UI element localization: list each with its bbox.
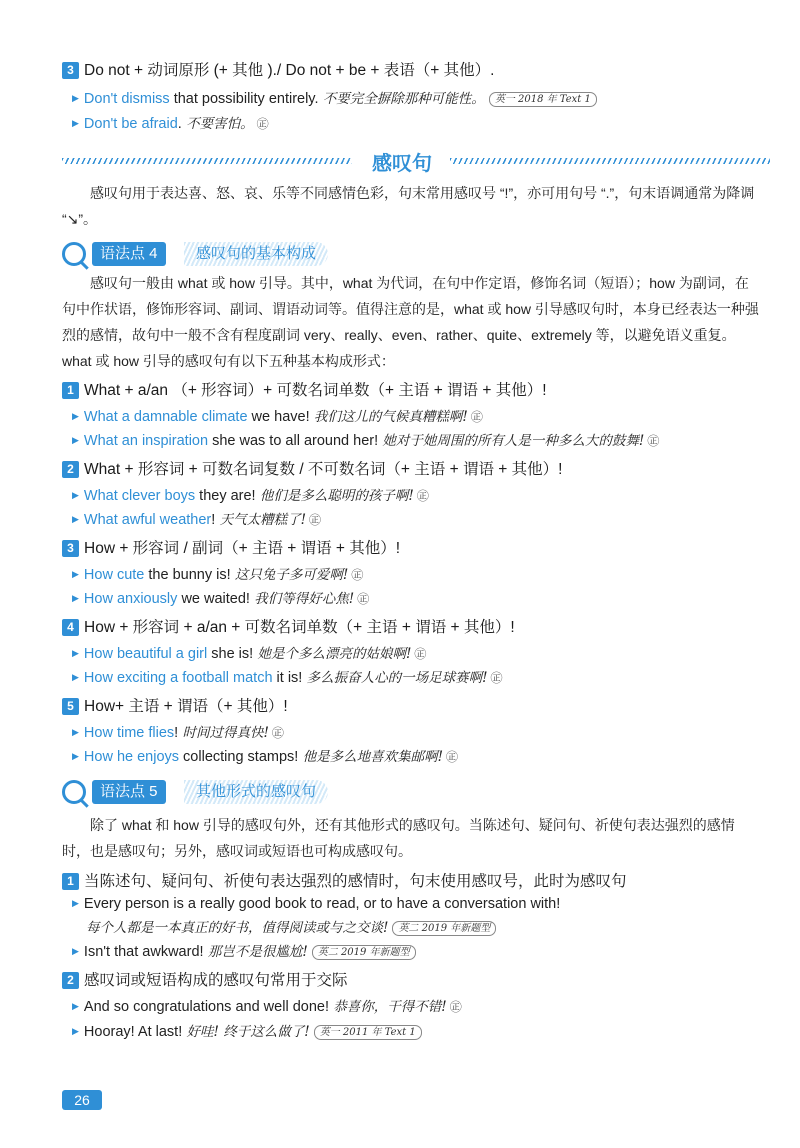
example-translation: 她是个多么漂亮的姑娘啊! xyxy=(253,646,412,662)
bullet-triangle-icon: ▶ xyxy=(72,490,79,500)
example-translation: 不要完全摒除那种可能性。 xyxy=(318,91,485,107)
magnifier-icon xyxy=(62,242,86,266)
example-text: she is! xyxy=(207,646,254,662)
example-line xyxy=(72,940,770,960)
example-line xyxy=(72,721,770,741)
example-line xyxy=(72,484,770,504)
rule-text: Do not + 动词原形 (+ 其他 )./ Do not + be + 表语（+ 其他）. xyxy=(84,62,495,79)
example-translation: 这只兔子多可爱啊! xyxy=(230,567,349,583)
rule-heading xyxy=(62,968,760,990)
grammar-paragraph: 感叹句一般由 what 或 how 引导。其中，what 为代词，在句中作定语，修饰名词（短语）；how 为副词，在句中作状语，修饰形容词、副词、谓语动词等。值得注意的是，what 或 how 引导感叹句时，本身已经表达一种强烈的感情，故句中一般不含有程度副词 very、really、even、rather、quite、extremely 等，以避免语义重复。what 或 how 引导的感叹句有以下五种基本构成形式： xyxy=(62,275,759,369)
bullet-triangle-icon: ▶ xyxy=(72,1026,79,1036)
hatch-decoration-right xyxy=(450,158,770,164)
bullet-triangle-icon: ▶ xyxy=(72,569,79,579)
example-mark: ㊣ xyxy=(256,117,269,131)
source-tag: 英一 2018 年 Text 1 xyxy=(489,92,597,107)
hatch-decoration-left xyxy=(62,158,352,164)
example-text: Isn't that awkward! xyxy=(83,944,204,960)
example-translation: 恭喜你，干得不错! xyxy=(328,999,447,1015)
rule-number: 5 xyxy=(62,698,79,715)
grammar-paragraph: 除了 what 和 how 引导的感叹句外，还有其他形式的感叹句。当陈述句、疑问句、祈使句表达强烈的感情时，也是感叹句；另外，感叹词或短语也可构成感叹句。 xyxy=(62,817,735,859)
rule-text: How + 形容词 + a/an + 可数名词单数（+ 主语 + 谓语 + 其他）! xyxy=(84,619,515,636)
example-text: we have! xyxy=(247,409,310,425)
bullet-triangle-icon: ▶ xyxy=(72,946,79,956)
intro-paragraph: 感叹句用于表达喜、怒、哀、乐等不同感情色彩，句末常用感叹号 “!”，亦可用句号 “.”，句末语调通常为降调 “↘”。 xyxy=(62,185,755,227)
rule-text: How+ 主语 + 谓语（+ 其他）! xyxy=(84,698,288,715)
example-line xyxy=(72,112,770,132)
example-line xyxy=(72,587,770,607)
example-mark: ㊣ xyxy=(357,592,370,606)
example-line xyxy=(72,87,770,107)
example-translation: 他们是多么聪明的孩子啊! xyxy=(255,488,414,504)
example-highlight: What clever boys xyxy=(83,488,196,504)
example-text: it is! xyxy=(272,670,303,686)
example-highlight: What awful weather xyxy=(83,512,212,528)
rule-text: What + a/an （+ 形容词）+ 可数名词单数（+ 主语 + 谓语 + 其他）! xyxy=(84,382,547,399)
example-line xyxy=(72,405,770,425)
example-text: And so congratulations and well done! xyxy=(83,999,329,1015)
example-translation: 他是多么地喜欢集邮啊! xyxy=(298,749,444,765)
example-text: she was to all around her! xyxy=(208,433,379,449)
source-tag: 英二 2019 年新题型 xyxy=(312,945,416,960)
grammar-point-title: 感叹句的基本构成 xyxy=(184,242,328,266)
example-mark: ㊣ xyxy=(414,647,427,661)
example-translation: 时间过得真快! xyxy=(178,725,269,741)
example-mark: ㊣ xyxy=(446,750,459,764)
example-line xyxy=(72,745,770,765)
example-text: they are! xyxy=(195,488,256,504)
rule-number: 2 xyxy=(62,461,79,478)
example-translation: 我们这儿的气候真糟糕啊! xyxy=(309,409,468,425)
example-translation: 我们等得好心焦! xyxy=(249,591,355,607)
rule-number: 1 xyxy=(62,873,79,890)
example-line xyxy=(72,508,770,528)
bullet-triangle-icon: ▶ xyxy=(72,118,79,128)
example-mark: ㊣ xyxy=(416,489,429,503)
example-text: collecting stamps! xyxy=(179,749,299,765)
rule-heading xyxy=(62,536,760,558)
example-translation: 她对于她周围的所有人是一种多么大的鼓舞! xyxy=(378,433,645,449)
example-line xyxy=(72,995,770,1015)
example-highlight: How anxiously xyxy=(83,591,178,607)
example-highlight: What an inspiration xyxy=(83,433,209,449)
rule-heading xyxy=(62,457,760,479)
example-mark: ㊣ xyxy=(351,568,364,582)
bullet-triangle-icon: ▶ xyxy=(72,727,79,737)
example-highlight: How time flies xyxy=(83,725,175,741)
bullet-triangle-icon: ▶ xyxy=(72,411,79,421)
rule-number: 1 xyxy=(62,382,79,399)
example-translation: 好哇! 终于这么做了! xyxy=(182,1024,310,1040)
rule-number: 3 xyxy=(62,540,79,557)
example-mark: ㊣ xyxy=(490,671,503,685)
rule-text: What + 形容词 + 可数名词复数 / 不可数名词（+ 主语 + 谓语 + 其他）! xyxy=(84,461,563,478)
example-line xyxy=(72,642,770,662)
example-line xyxy=(72,896,770,912)
example-mark: ㊣ xyxy=(271,726,284,740)
bullet-triangle-icon: ▶ xyxy=(72,593,79,603)
bullet-triangle-icon: ▶ xyxy=(72,648,79,658)
example-line xyxy=(72,563,770,583)
rule-heading xyxy=(62,378,760,400)
bullet-triangle-icon: ▶ xyxy=(72,1001,79,1011)
example-line xyxy=(72,666,770,686)
bullet-triangle-icon: ▶ xyxy=(72,751,79,761)
bullet-triangle-icon: ▶ xyxy=(72,514,79,524)
rule-number: 4 xyxy=(62,619,79,636)
example-highlight: How cute xyxy=(83,567,145,583)
example-text: we waited! xyxy=(177,591,250,607)
example-text: that possibility entirely. xyxy=(169,91,319,107)
example-highlight: Don't be afraid xyxy=(83,116,178,132)
source-tag: 英二 2019 年新题型 xyxy=(392,921,496,936)
page-number: 26 xyxy=(62,1090,102,1110)
example-line xyxy=(72,1020,770,1040)
example-text: Hooray! At last! xyxy=(83,1024,183,1040)
bullet-triangle-icon: ▶ xyxy=(72,93,79,103)
example-text: Every person is a really good book to read, or to have a conversation with! xyxy=(83,896,561,912)
rule-heading xyxy=(62,58,760,80)
section-title: 感叹句 xyxy=(372,153,432,175)
example-translation: 天气太糟糕了! xyxy=(215,512,307,528)
rule-heading xyxy=(62,869,760,891)
magnifier-icon xyxy=(62,780,86,804)
example-translation: 每个人都是一本真正的好书，值得阅读或与之交谈! xyxy=(86,920,389,936)
rule-number: 3 xyxy=(62,62,79,79)
example-text: ! xyxy=(174,725,179,741)
example-highlight: How exciting a football match xyxy=(83,670,273,686)
rule-text: 当陈述句、疑问句、祈使句表达强烈的感情时，句末使用感叹号，此时为感叹句 xyxy=(84,873,627,890)
grammar-point-label: 语法点 4 xyxy=(92,242,166,266)
rule-heading xyxy=(62,694,760,716)
example-text: the bunny is! xyxy=(144,567,231,583)
example-translation-line xyxy=(86,916,496,936)
example-highlight: What a damnable climate xyxy=(83,409,248,425)
example-highlight: How he enjoys xyxy=(83,749,180,765)
example-highlight: How beautiful a girl xyxy=(83,646,208,662)
example-translation: 那岂不是很尴尬! xyxy=(203,944,308,960)
example-mark: ㊣ xyxy=(309,513,322,527)
rule-text: How + 形容词 / 副词（+ 主语 + 谓语 + 其他）! xyxy=(84,540,401,557)
bullet-triangle-icon: ▶ xyxy=(72,435,79,445)
example-line xyxy=(72,429,770,449)
example-text: ! xyxy=(211,512,216,528)
example-mark: ㊣ xyxy=(470,410,483,424)
source-tag: 英一 2011 年 Text 1 xyxy=(314,1025,422,1040)
bullet-triangle-icon: ▶ xyxy=(72,898,79,908)
example-translation: 不要害怕。 xyxy=(181,116,254,132)
rule-heading xyxy=(62,615,760,637)
grammar-point-label: 语法点 5 xyxy=(92,780,166,804)
section-title-bar xyxy=(0,147,800,173)
example-mark: ㊣ xyxy=(449,1000,462,1014)
grammar-point-title: 其他形式的感叹句 xyxy=(184,780,328,804)
example-translation: 多么振奋人心的一场足球赛啊! xyxy=(302,670,488,686)
example-highlight: Don't dismiss xyxy=(83,91,170,107)
rule-number: 2 xyxy=(62,972,79,989)
rule-text: 感叹词或短语构成的感叹句常用于交际 xyxy=(84,972,348,989)
bullet-triangle-icon: ▶ xyxy=(72,672,79,682)
example-text: . xyxy=(177,116,182,132)
example-mark: ㊣ xyxy=(647,434,660,448)
